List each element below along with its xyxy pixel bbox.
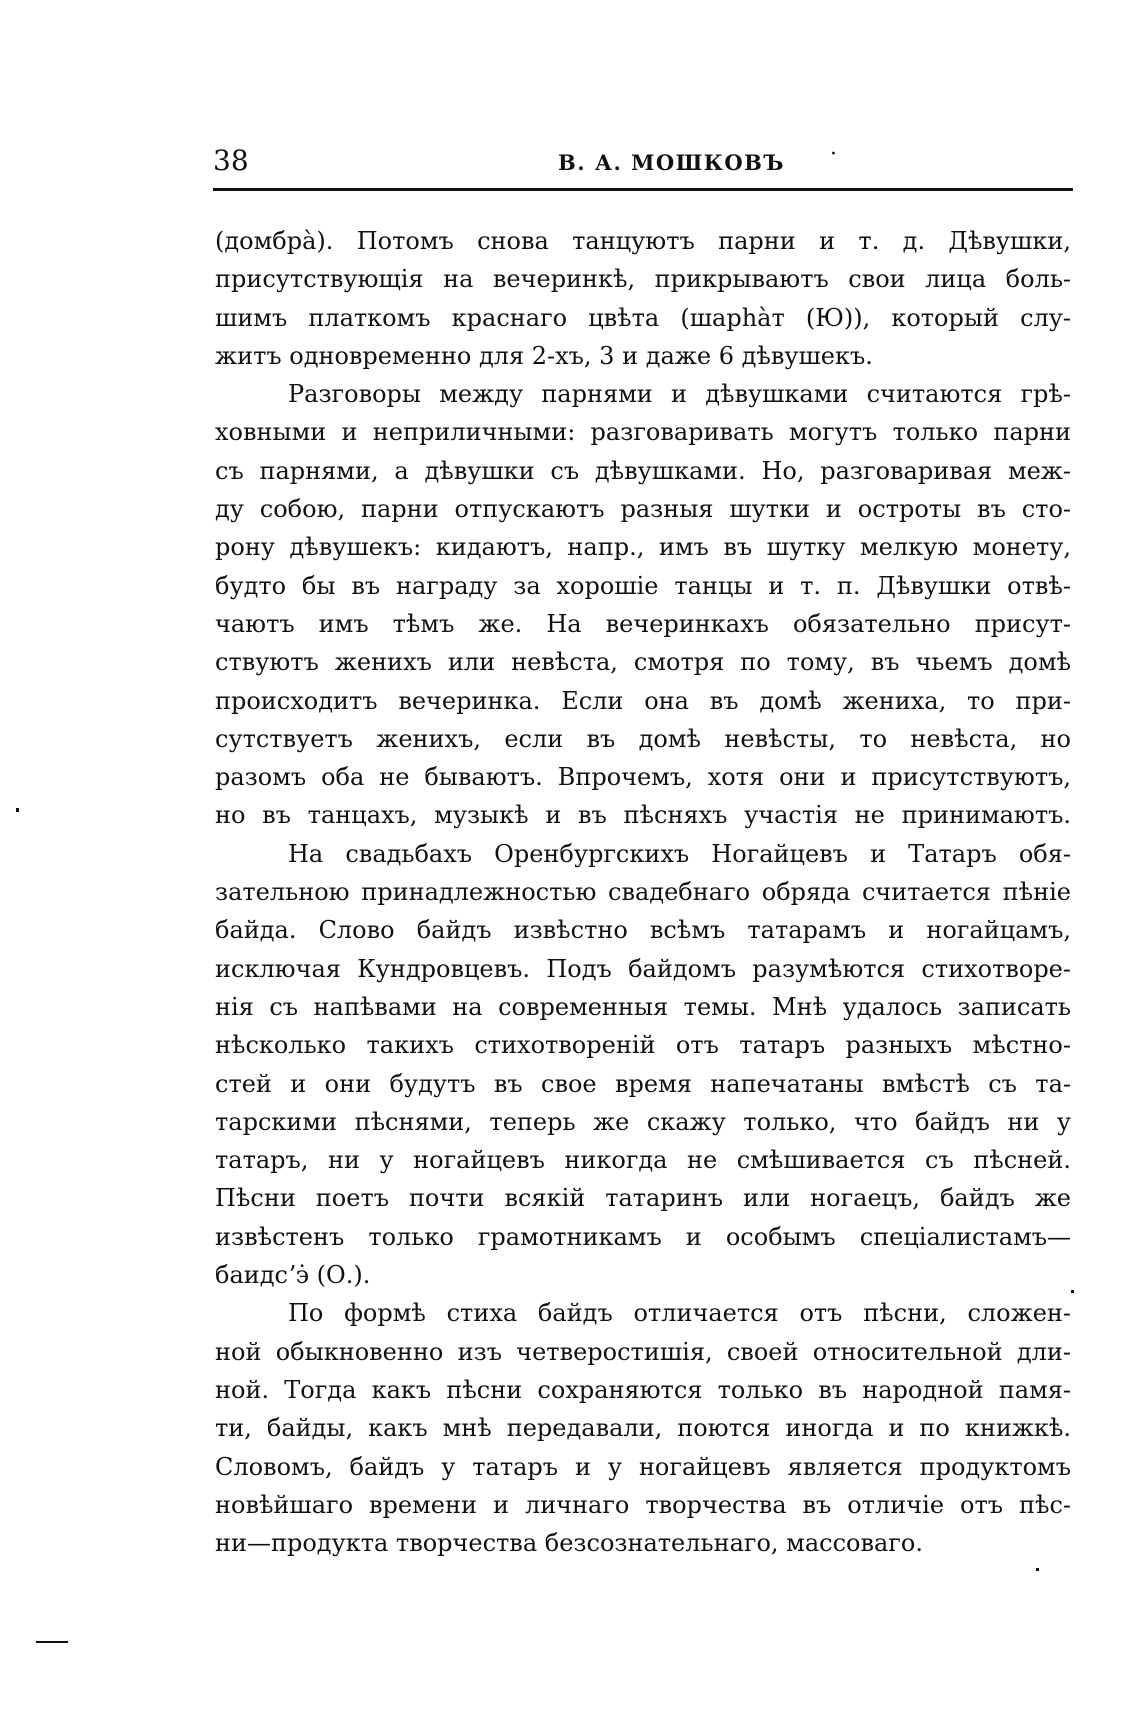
- text-line: ду собою, парни отпускаютъ разныя шутки и остроты въ сто-: [215, 495, 1071, 524]
- text-line: ти, байды, какъ мнѣ передавали, поются иногда и по книжкѣ.: [215, 1414, 1071, 1443]
- text-line: Пѣсни поетъ почти всякій татаринъ или ногаецъ, байдъ же: [215, 1184, 1071, 1213]
- text-line: чаютъ имъ тѣмъ же. На вечеринкахъ обязательно присут-: [215, 609, 1071, 638]
- text-line: присутствующія на вечеринкѣ, прикрываютъ свои лица боль-: [215, 265, 1071, 294]
- text-line: тарскими пѣснями, теперь же скажу только, что байдъ ни у: [215, 1107, 1071, 1136]
- text-line: ни—продукта творчества безсознательнаго, массоваго.: [215, 1529, 923, 1558]
- paragraph-1: [215, 222, 1071, 375]
- text-line: разомъ оба не бываютъ. Впрочемъ, хотя они и присутствуютъ,: [215, 763, 1071, 792]
- text-line: баидсʼэ̇ (О.).: [215, 1261, 371, 1290]
- text-line: зательною принадлежностью свадебнаго обряда считается пѣніе: [215, 878, 1071, 907]
- text-line: стей и они будутъ въ свое время напечатаны вмѣстѣ съ та-: [215, 1069, 1071, 1098]
- text-line: ховными и неприличными: разговаривать могутъ только парни: [215, 418, 1071, 447]
- text-line: По формѣ стиха байдъ отличается отъ пѣсни, сложен-: [288, 1299, 1071, 1328]
- text-line: байда. Слово байдъ извѣстно всѣмъ татарамъ и ногайцамъ,: [215, 916, 1071, 945]
- text-line: будто бы въ награду за хорошіе танцы и т. п. Дѣвушки отвѣ-: [215, 571, 1071, 600]
- page-number: 38: [213, 144, 249, 177]
- text-line: нѣсколько такихъ стихотвореній отъ татаръ разныхъ мѣстно-: [215, 1031, 1071, 1060]
- margin-dash: [36, 1641, 68, 1643]
- running-title: В. А. МОШКОВЪ: [558, 150, 785, 175]
- text-line: извѣстенъ только грамотникамъ и особымъ спеціалистамъ—: [215, 1222, 1071, 1251]
- text-line: Словомъ, байдъ у татаръ и у ногайцевъ является продуктомъ: [215, 1452, 1071, 1481]
- text-line: ной обыкновенно изъ четверостишія, своей относительной дли-: [215, 1337, 1071, 1366]
- text-line: Разговоры между парнями и дѣвушками считаются грѣ-: [288, 380, 1071, 409]
- margin-speck: [1071, 1290, 1074, 1293]
- margin-speck: [16, 808, 19, 812]
- paragraph-2: [215, 375, 1071, 835]
- text-line: На свадьбахъ Оренбургскихъ Ногайцевъ и Татаръ обя-: [288, 839, 1071, 868]
- page-header: [213, 138, 1073, 182]
- text-line: съ парнями, а дѣвушки съ дѣвушками. Но, разговаривая меж-: [215, 456, 1071, 485]
- text-line: но въ танцахъ, музыкѣ и въ пѣсняхъ участія не принимаютъ.: [215, 801, 1071, 830]
- text-line: ствуютъ женихъ или невѣста, смотря по тому, въ чьемъ домѣ: [215, 648, 1071, 677]
- text-line: исключая Кундровцевъ. Подъ байдомъ разумѣются стихотворе-: [215, 954, 1071, 983]
- text-line: татаръ, ни у ногайцевъ никогда не смѣшивается съ пѣсней.: [215, 1146, 1071, 1175]
- text-line: житъ одновременно для 2-хъ, 3 и даже 6 дѣвушекъ.: [215, 341, 873, 370]
- text-line: рону дѣвушекъ: кидаютъ, напр., имъ въ шутку мелкую монету,: [215, 533, 1071, 562]
- body-text: [215, 222, 1071, 1562]
- header-dot: ·: [830, 142, 837, 167]
- text-line: (домбрà). Потомъ снова танцуютъ парни и т. д. Дѣвушки,: [215, 227, 1071, 255]
- paragraph-3: [215, 835, 1071, 1295]
- text-line: сутствуетъ женихъ, если въ домѣ невѣсты, то невѣста, но: [215, 724, 1071, 753]
- paragraph-4: [215, 1294, 1071, 1562]
- text-line: ной. Тогда какъ пѣсни сохраняются только въ народной памя-: [215, 1375, 1071, 1404]
- text-line: происходитъ вечеринка. Если она въ домѣ жениха, то при-: [215, 686, 1071, 715]
- text-line: шимъ платкомъ краснаго цвѣта (шарһàт (Ю)), который слу-: [215, 303, 1071, 332]
- margin-speck: [1036, 1568, 1039, 1571]
- text-line: новѣйшаго времени и личнаго творчества въ отличіе отъ пѣс-: [215, 1490, 1071, 1519]
- text-line: нія съ напѣвами на современныя темы. Мнѣ удалось записать: [215, 992, 1071, 1021]
- header-rule: [213, 188, 1073, 191]
